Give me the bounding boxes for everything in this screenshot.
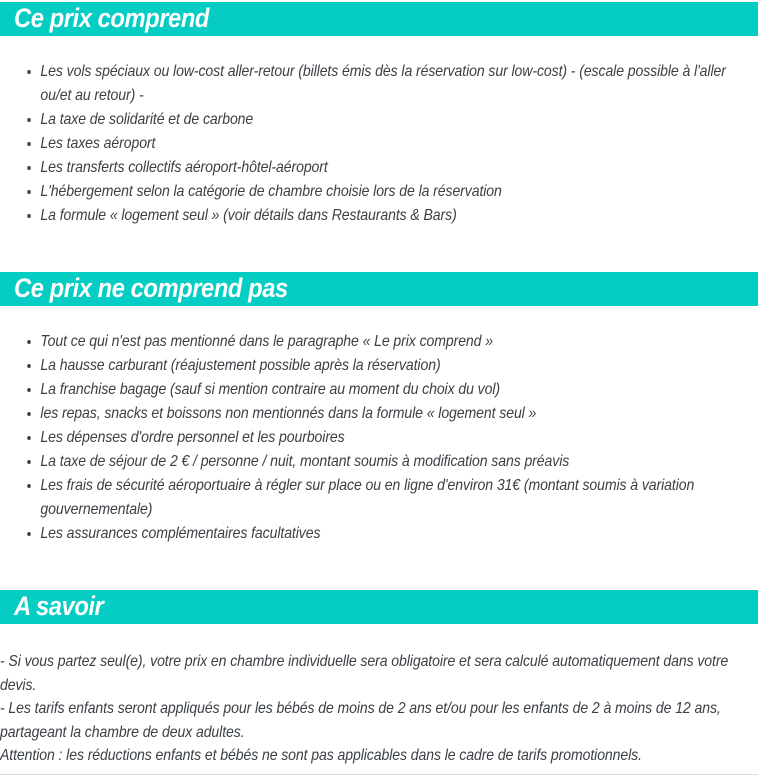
section-header-notes	[0, 590, 758, 624]
section-title-notes: A savoir	[14, 590, 104, 621]
list-item: • Les dépenses d'ordre personnel et les pourboires	[40, 426, 738, 450]
list-item: • La hausse carburant (réajustement possible après la réservation)	[40, 354, 738, 378]
list-item: • L'hébergement selon la catégorie de chambre choisie lors de la réservation	[40, 180, 738, 204]
list-item: • Les frais de sécurité aéroportuaire à régler sur place ou en ligne d'environ 31€ (montant soumis à variation gouvernementale)	[40, 474, 738, 522]
list-item: • La formule « logement seul » (voir détails dans Restaurants & Bars)	[40, 204, 738, 228]
list-item: • La franchise bagage (sauf si mention contraire au moment du choix du vol)	[40, 378, 738, 402]
list-item: • Les transferts collectifs aéroport-hôtel-aéroport	[40, 156, 738, 180]
list-item: • La taxe de solidarité et de carbone	[40, 108, 738, 132]
notes-text	[0, 650, 758, 768]
section-price-not-included	[0, 272, 758, 546]
section-notes	[0, 590, 758, 768]
list-item: • Les taxes aéroport	[40, 132, 738, 156]
bottom-divider	[0, 774, 758, 775]
note-paragraph: Attention : les réductions enfants et bébés ne sont pas applicables dans le cadre de tarifs promotionnels.	[0, 747, 642, 764]
note-paragraph: - Si vous partez seul(e), votre prix en chambre individuelle sera obligatoire et sera calculé automatiquement dans votre devis.	[0, 653, 729, 694]
list-item: • Les assurances complémentaires facultatives	[40, 522, 738, 546]
price-included-list	[0, 60, 758, 228]
list-item: • Les vols spéciaux ou low-cost aller-retour (billets émis dès la réservation sur low-cost) - (escale possible à l'aller ou/et au retour) -	[40, 60, 738, 108]
list-item: • La taxe de séjour de 2 € / personne / nuit, montant soumis à modification sans préavis	[40, 450, 738, 474]
note-paragraph: - Les tarifs enfants seront appliqués pour les bébés de moins de 2 ans et/ou pour les enfants de 2 à moins de 12 ans, partageant la chambre de deux adultes.	[0, 700, 721, 741]
section-price-included	[0, 2, 758, 228]
price-not-included-list	[0, 330, 758, 546]
list-item: • Tout ce qui n'est pas mentionné dans le paragraphe « Le prix comprend »	[40, 330, 738, 354]
price-conditions-page	[0, 2, 758, 775]
section-title-price-not-included: Ce prix ne comprend pas	[14, 272, 288, 303]
section-header-price-included	[0, 2, 758, 36]
section-header-price-not-included	[0, 272, 758, 306]
section-title-price-included: Ce prix comprend	[14, 2, 209, 33]
list-item: • les repas, snacks et boissons non mentionnés dans la formule « logement seul »	[40, 402, 738, 426]
